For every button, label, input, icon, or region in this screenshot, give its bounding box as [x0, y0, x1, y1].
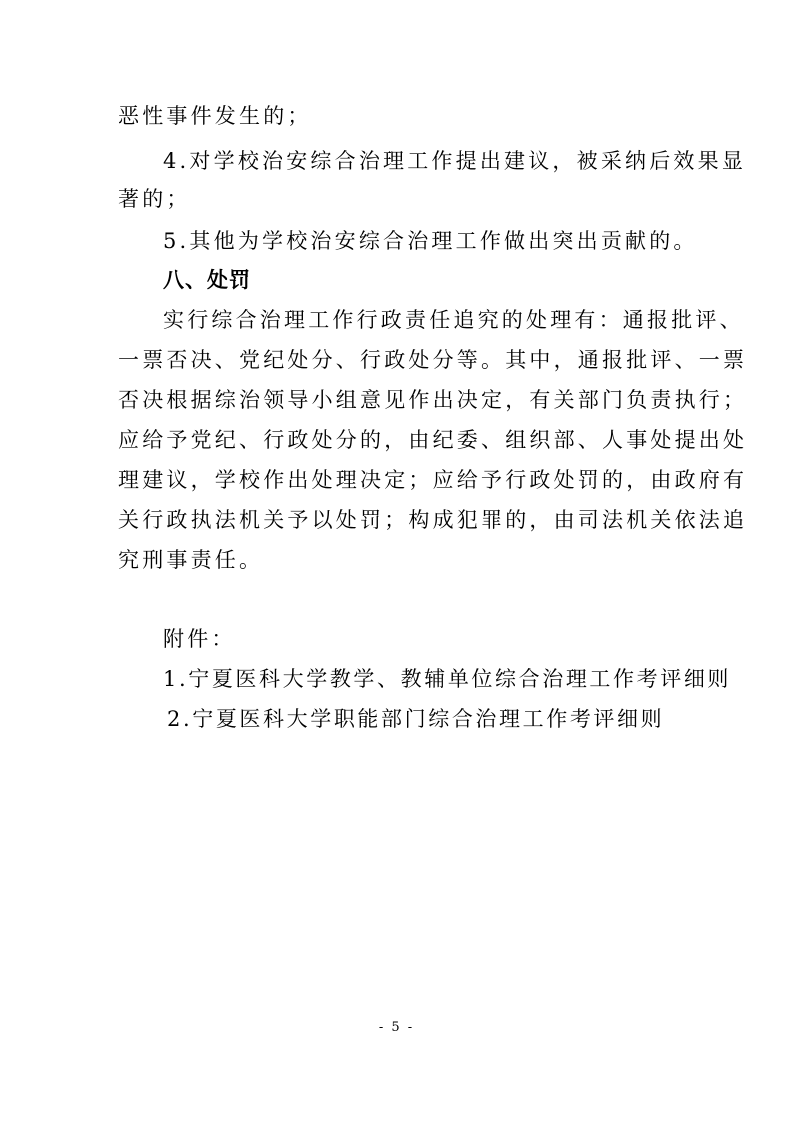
body-line: 应给予党纪、行政处分的，由纪委、组织部、人事处提出处 [118, 428, 748, 452]
attachments-label: 附件： [163, 627, 236, 651]
body-line: 关行政执法机关予以处罚；构成犯罪的，由司法机关依法追 [118, 508, 748, 532]
body-line: 恶性事件发生的； [118, 104, 312, 128]
body-line: 究刑事责任。 [118, 548, 264, 572]
body-line: 著的； [118, 187, 191, 211]
body-line: 理建议，学校作出处理决定；应给予行政处罚的，由政府有 [118, 468, 748, 492]
body-line: 否决根据综治领导小组意见作出决定，有关部门负责执行； [118, 388, 748, 412]
body-line: 一票否决、党纪处分、行政处分等。其中，通报批评、一票 [118, 348, 748, 372]
body-line: 4.对学校治安综合治理工作提出建议，被采纳后效果显 [163, 149, 747, 173]
section-heading: 八、处罚 [163, 268, 251, 292]
attachment-item: 2.宁夏医科大学职能部门综合治理工作考评细则 [167, 707, 665, 731]
body-line: 实行综合治理工作行政责任追究的处理有：通报批评、 [163, 308, 744, 332]
body-line: 5.其他为学校治安综合治理工作做出突出贡献的。 [163, 229, 698, 253]
page-number: - 5 - [378, 1020, 415, 1035]
attachment-item: 1.宁夏医科大学教学、教辅单位综合治理工作考评细则 [163, 667, 732, 691]
